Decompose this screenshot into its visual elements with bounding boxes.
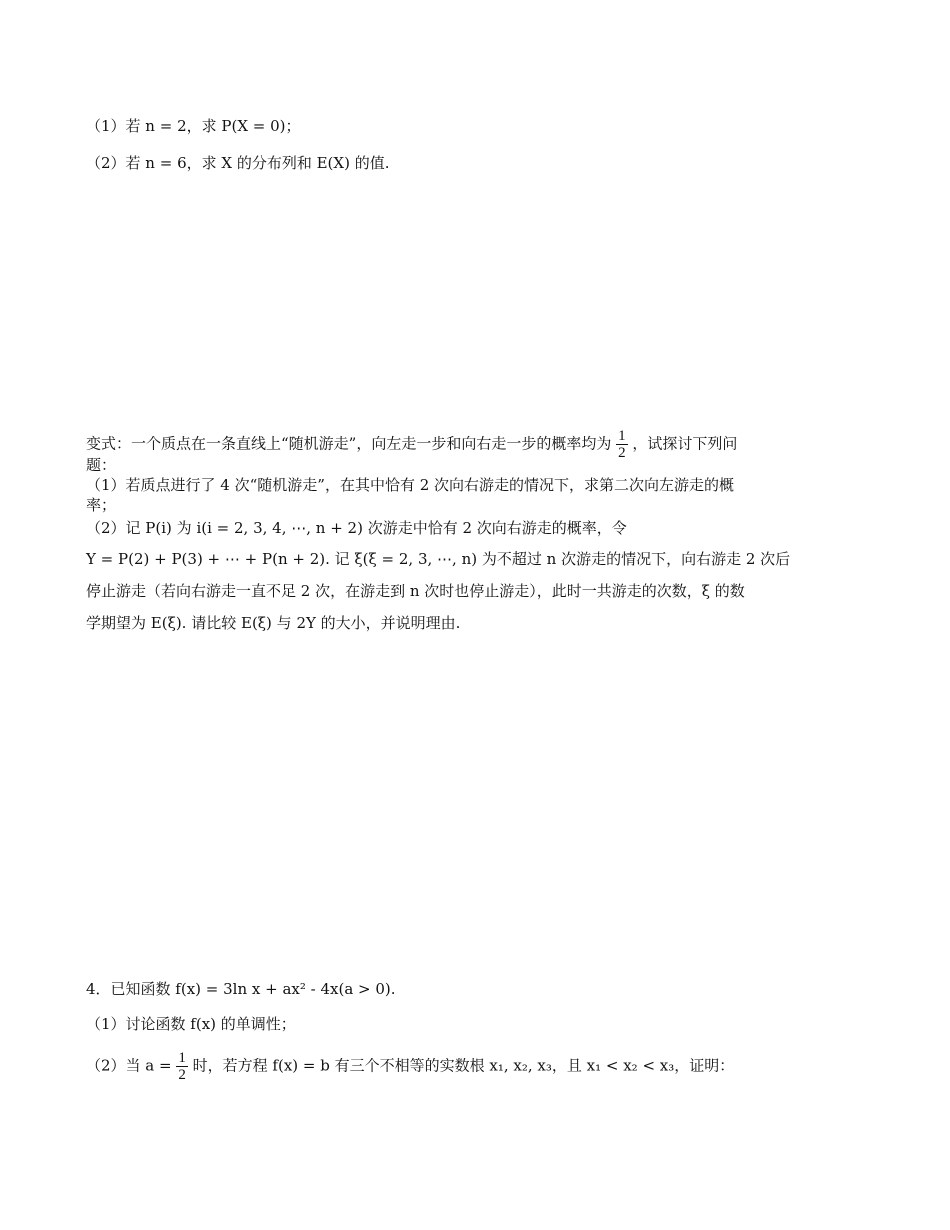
- problem-4-part-2-tail: 时，若方程 f(x) = b 有三个不相等的实数根 x₁, x₂, x₃，且 x₁ < x₂ < x₃，证明：: [192, 1056, 735, 1075]
- variant-intro-text: 变式：一个质点在一条直线上“随机游走”，向左走一步和向右走一步的概率均为: [86, 434, 612, 453]
- fraction-one-half: [616, 428, 628, 461]
- variant-part-1: （1）若质点进行了 4 次“随机游走”，在其中恰有 2 次向右游走的情况下，求第二次向左游走的概: [86, 476, 735, 494]
- fraction-numerator: 1: [178, 1050, 186, 1066]
- variant-part-2: （2）记 P(i) 为 i(i = 2, 3, 4, ⋯, n + 2) 次游走中恰有 2 次向右游走的概率，令: [86, 519, 627, 537]
- question-part-2: （2）若 n = 6，求 X 的分布列和 E(X) 的值.: [86, 154, 390, 172]
- problem-4-part-2: [86, 1050, 734, 1083]
- variant-intro-cont: 题：: [86, 456, 117, 474]
- problem-4-part-1: （1）讨论函数 f(x) 的单调性；: [86, 1015, 296, 1033]
- variant-part-2-line2: Y = P(2) + P(3) + ⋯ + P(n + 2). 记 ξ(ξ = 2, 3, ⋯, n) 为不超过 n 次游走的情况下，向右游走 2 次后: [86, 550, 791, 568]
- fraction-numerator: 1: [618, 428, 626, 444]
- fraction-denominator: 2: [618, 445, 626, 461]
- variant-intro: [86, 428, 737, 461]
- problem-4-stem: 4．已知函数 f(x) = 3ln x + ax² - 4x(a > 0).: [86, 980, 396, 998]
- problem-4-part-2-lead: （2）当 a =: [86, 1056, 172, 1075]
- variant-part-2-line3: 停止游走（若向右游走一直不足 2 次，在游走到 n 次时也停止游走），此时一共游走的次数，ξ 的数: [86, 582, 745, 600]
- fraction-denominator: 2: [178, 1067, 186, 1083]
- variant-intro-tail: ，试探讨下列问: [632, 434, 738, 453]
- question-part-1: （1）若 n = 2，求 P(X = 0)；: [86, 117, 301, 135]
- fraction-a-value: [176, 1050, 188, 1083]
- variant-part-2-line4: 学期望为 E(ξ). 请比较 E(ξ) 与 2Y 的大小，并说明理由.: [86, 614, 461, 632]
- variant-part-1-cont: 率；: [86, 496, 117, 514]
